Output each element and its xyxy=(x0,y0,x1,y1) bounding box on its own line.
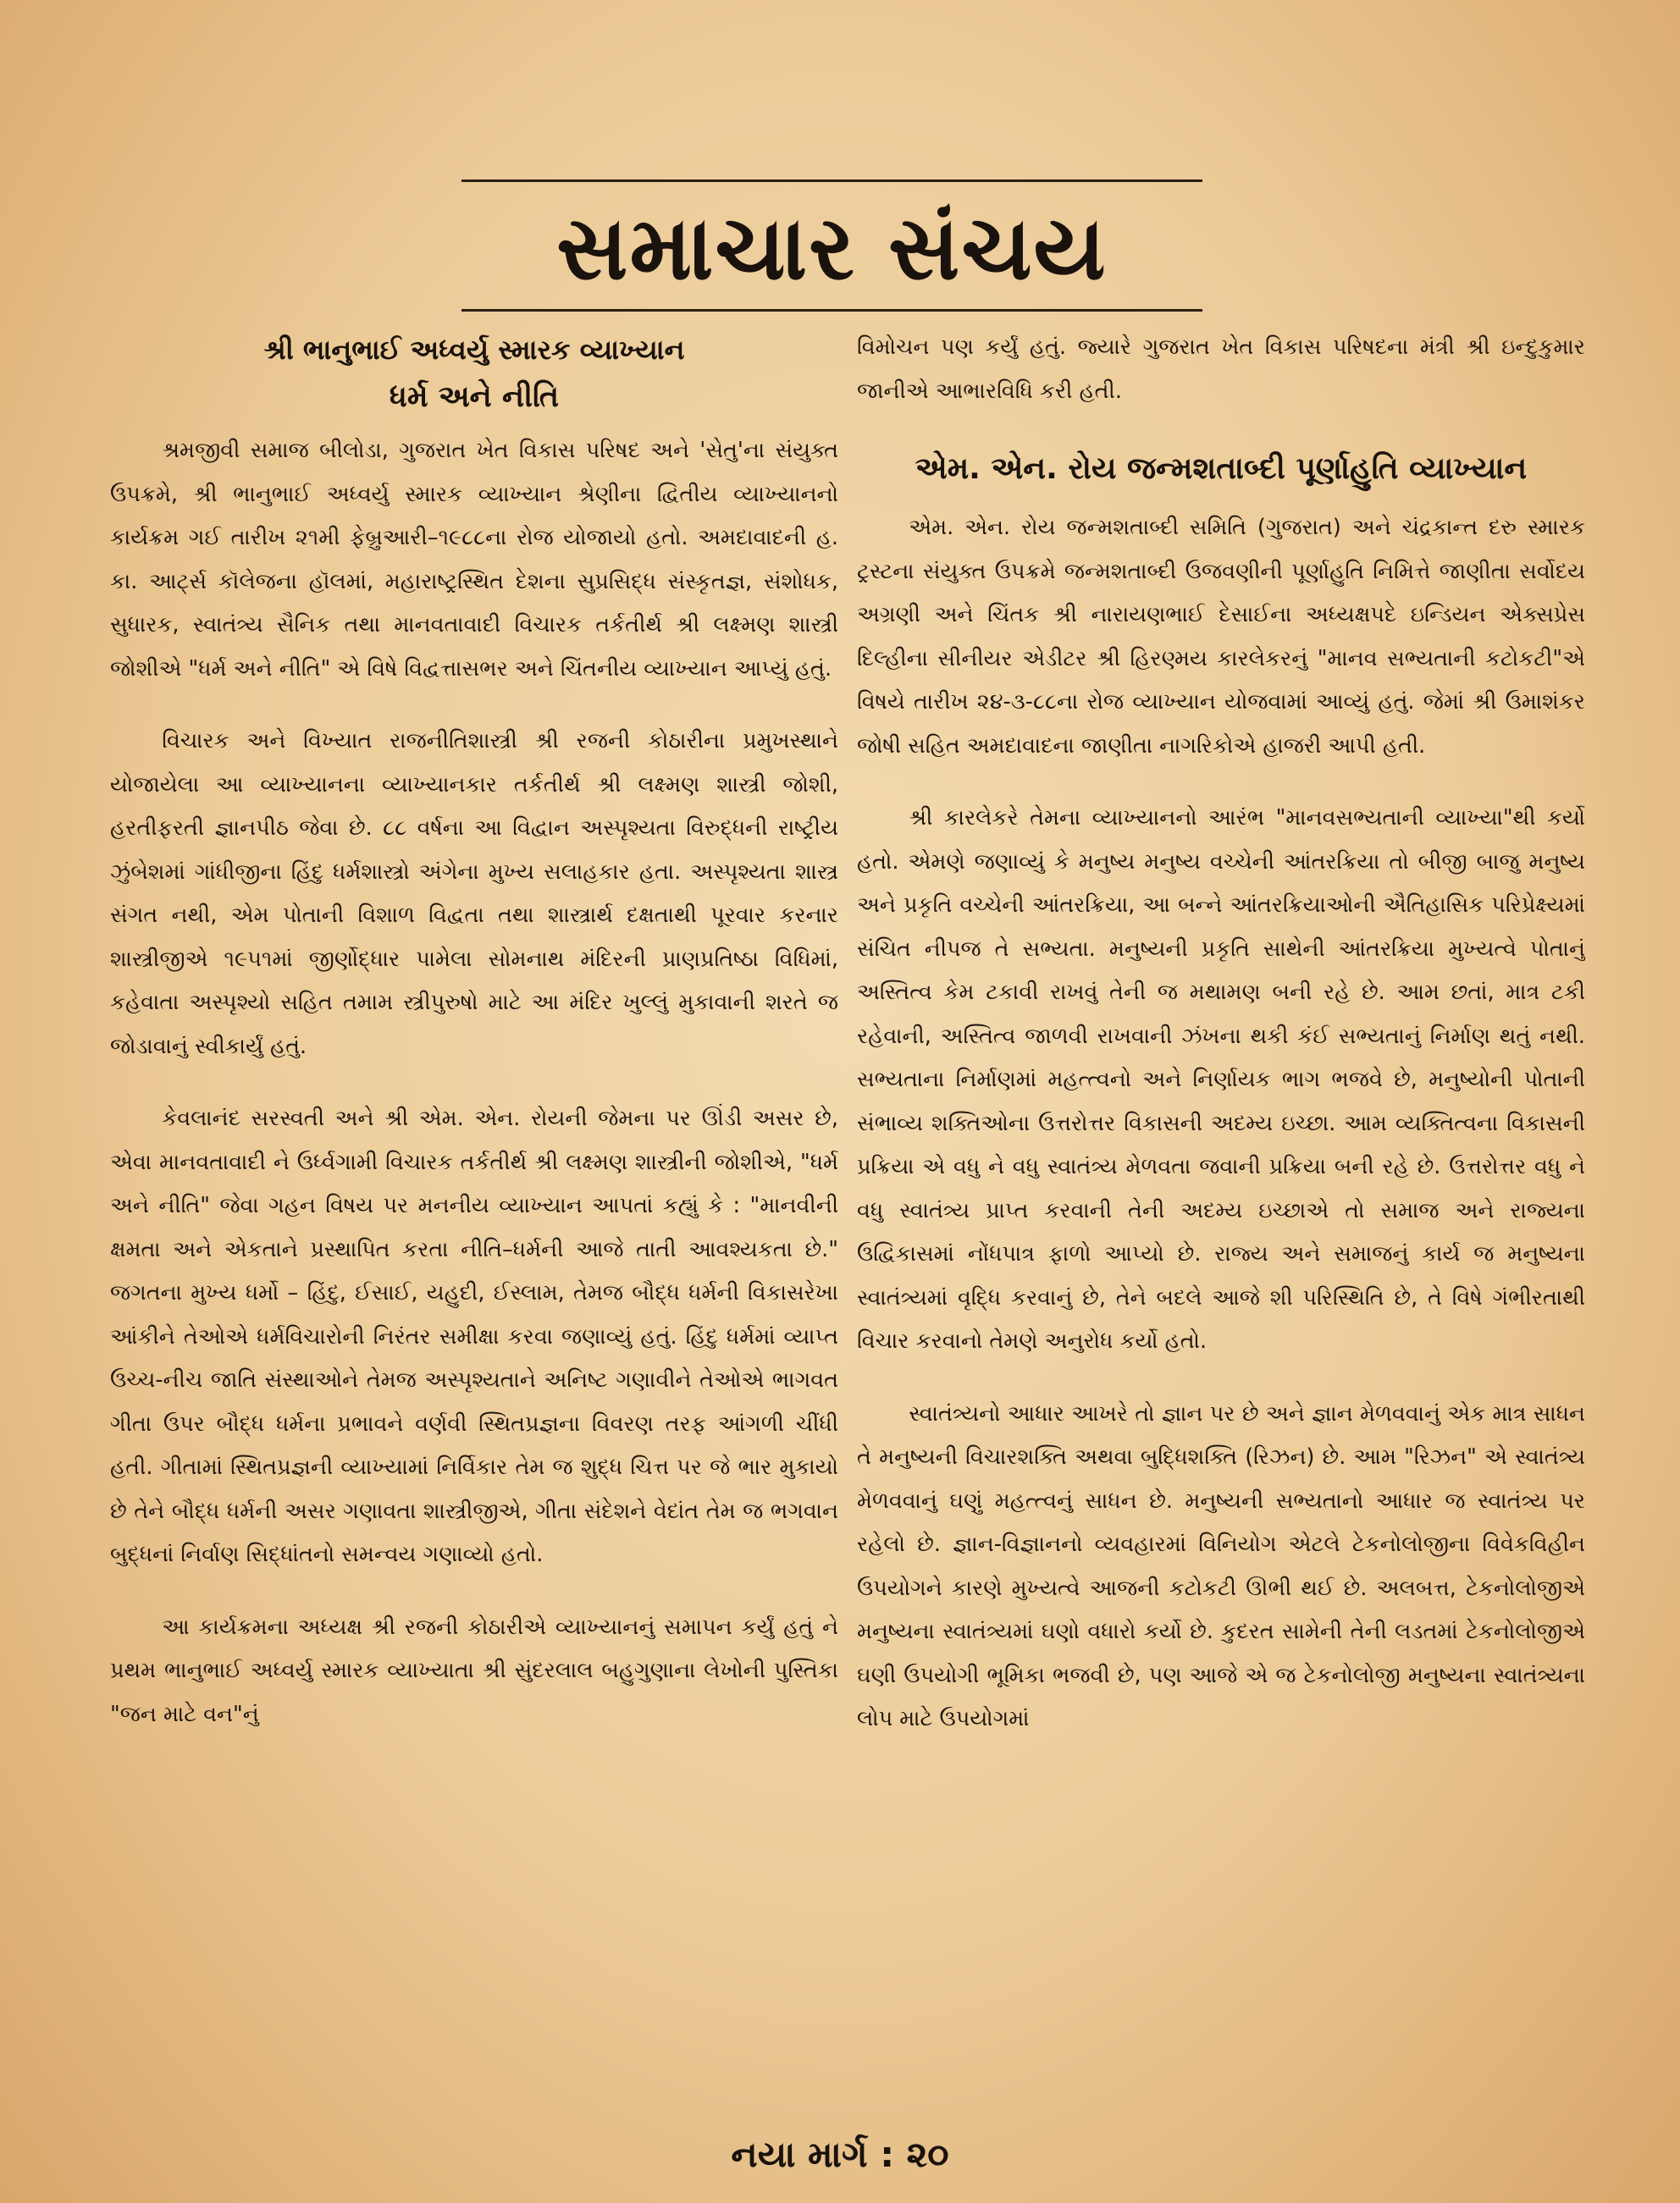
article-paragraph: શ્રમજીવી સમાજ બીલોડા, ગુજરાત ખેત વિકાસ પરિષદ અને 'સેતુ'ના સંયુક્ત ઉપક્રમે, શ્રી ભાનુભાઈ અધ્વર્યુ સ્મારક વ્યાખ્યાન શ્રેણીના દ્વિતીય વ્યાખ્યાનનો કાર્યક્રમ ગઈ તારીખ ૨૧મી ફેબ્રુઆરી–૧૯૮૮ના રોજ યોજાયો હતો. અમદાવાદની હ. કા. આર્ટ્સ કૉલેજના હૉલમાં, મહારાષ્ટ્રસ્થિત દેશના સુપ્રસિદ્ધ સંસ્કૃતજ્ઞ, સંશોધક, સુધારક, સ્વાતંત્ર્ય સૈનિક તથા માનવતાવાદી વિચારક તર્કતીર્થ શ્રી લક્ષ્મણ શાસ્ત્રી જોશીએ "ધર્મ અને નીતિ" એ વિષે વિદ્વત્તાસભર અને ચિંતનીય વ્યાખ્યાન આપ્યું હતું. xyxy=(110,438,838,682)
title-rule-bottom xyxy=(461,309,1202,312)
right-column xyxy=(857,326,1585,2121)
article-paragraph: શ્રી કારલેકરે તેમના વ્યાખ્યાનનો આરંભ "માનવસભ્યતાની વ્યાખ્યા"થી કર્યો હતો. એમણે જણાવ્યું કે મનુષ્ય મનુષ્ય વચ્ચેની આંતરક્રિયા તો બીજી બાજુ મનુષ્ય અને પ્રકૃતિ વચ્ચેની આંતરક્રિયા, આ બન્ને આંતરક્રિયાઓની ઐતિહાસિક પરિપ્રેક્ષ્યમાં સંચિત નીપજ તે સભ્યતા. મનુષ્યની પ્રકૃતિ સાથેની આંતરક્રિયા મુખ્યત્વે પોતાનું અસ્તિત્વ કેમ ટકાવી રાખવું તેની જ મથામણ બની રહે છે. આમ છતાં, માત્ર ટકી રહેવાની, અસ્તિત્વ જાળવી રાખવાની ઝંખના થકી કંઈ સભ્યતાનું નિર્માણ થતું નથી. સભ્યતાના નિર્માણમાં મહત્ત્વનો અને નિર્ણાયક ભાગ ભજવે છે, મનુષ્યોની પોતાની સંભાવ્ય શક્તિઓના ઉત્તરોત્તર વિકાસની અદમ્ય ઇચ્છા. આમ વ્યક્તિત્વના વિકાસની પ્રક્રિયા એ વધુ ને વધુ સ્વાતંત્ર્ય મેળવતા જવાની પ્રક્રિયા બની રહે છે. ઉત્તરોત્તર વધુ ને વધુ સ્વાતંત્ર્ય પ્રાપ્ત કરવાની તેની અદમ્ય ઇચ્છાએ તો સમાજ અને રાજ્યના ઉદ્વિકાસમાં નોંધપાત્ર ફાળો આપ્યો છે. રાજ્ય અને સમાજનું કાર્ય જ મનુષ્યના સ્વાતંત્ર્યમાં વૃદ્ધિ કરવાનું છે, તેને બદલે આજે શી પરિસ્થિતિ છે, તે વિષે ગંભીરતાથી વિચાર કરવાનો તેમણે અનુરોધ કર્યો હતો. xyxy=(857,805,1585,1354)
article-paragraph: વિચારક અને વિખ્યાત રાજનીતિશાસ્ત્રી શ્રી રજની કોઠારીના પ્રમુખસ્થાને યોજાયેલા આ વ્યાખ્યાનના વ્યાખ્યાનકાર તર્કતીર્થ શ્રી લક્ષ્મણ શાસ્ત્રી જોશી, હરતીફરતી જ્ઞાનપીઠ જેવા છે. ૮૮ વર્ષના આ વિદ્વાન અસ્પૃશ્યતા વિરુદ્ધની રાષ્ટ્રીય ઝુંબેશમાં ગાંધીજીના હિંદુ ધર્મશાસ્ત્રો અંગેના મુખ્ય સલાહકાર હતા. અસ્પૃશ્યતા શાસ્ત્ર સંગત નથી, એમ પોતાની વિશાળ વિદ્વતા તથા શાસ્ત્રાર્થ દક્ષતાથી પૂરવાર કરનાર શાસ્ત્રીજીએ ૧૯૫૧માં જીર્ણોદ્ધાર પામેલા સોમનાથ મંદિરની પ્રાણપ્રતિષ્ઠા વિધિમાં, કહેવાતા અસ્પૃશ્યો સહિત તમામ સ્ત્રીપુરુષો માટે આ મંદિર ખુલ્લું મુકાવાની શરતે જ જોડાવાનું સ્વીકાર્યું હતું. xyxy=(110,728,838,1059)
article-paragraph: આ કાર્યક્રમના અધ્યક્ષ શ્રી રજની કોઠારીએ વ્યાખ્યાનનું સમાપન કર્યું હતું ને પ્રથમ ભાનુભાઈ અધ્વર્યુ સ્મારક વ્યાખ્યાતા શ્રી સુંદરલાલ બહુગુણાના લેખોની પુસ્તિકા "જન માટે વન"નું xyxy=(110,1614,838,1727)
article-heading-mn-roy: એમ. એન. રોય જન્મશતાબ્દી પૂર્ણાહુતિ વ્યાખ્યાન xyxy=(915,451,1528,486)
article-heading-bhanubhai: શ્રી ભાનુભાઈ અધ્વર્યુ સ્મારક વ્યાખ્યાન xyxy=(263,334,685,366)
article-paragraph: સ્વાતંત્ર્યનો આધાર આખરે તો જ્ઞાન પર છે અને જ્ઞાન મેળવવાનું એક માત્ર સાધન તે મનુષ્યની વિચારશક્તિ અથવા બુદ્ધિશક્તિ (રિઝન) છે. આમ "રિઝન" એ સ્વાતંત્ર્ય મેળવવાનું ઘણું મહત્ત્વનું સાધન છે. મનુષ્યની સભ્યતાનો આધાર જ સ્વાતંત્ર્ય પર રહેલો છે. જ્ઞાન-વિજ્ઞાનનો વ્યવહારમાં વિનિયોગ એટલે ટેકનોલોજીના વિવેકવિહીન ઉપયોગને કારણે મુખ્યત્વે આજની કટોકટી ઊભી થઈ છે. અલબત્ત, ટેકનોલોજીએ મનુષ્યના સ્વાતંત્ર્યમાં ઘણો વધારો કર્યો છે. કુદરત સામેની તેની લડતમાં ટેકનોલોજીએ ઘણી ઉપયોગી ભૂમિકા ભજવી છે, પણ આજે એ જ ટેકનોલોજી મનુષ્યના સ્વાતંત્ર્યના લોપ માટે ઉપયોગમાં xyxy=(857,1400,1585,1731)
article-paragraph: કેવલાનંદ સરસ્વતી અને શ્રી એમ. એન. રોયની જેમના પર ઊંડી અસર છે, એવા માનવતાવાદી ને ઉર્ધ્વગામી વિચારક તર્કતીર્થ શ્રી લક્ષ્મણ શાસ્ત્રીની જોશીએ, "ધર્મ અને નીતિ" જેવા ગહન વિષય પર મનનીય વ્યાખ્યાન આપતાં કહ્યું કે : "માનવીની ક્ષમતા અને એકતાને પ્રસ્થાપિત કરતા નીતિ–ધર્મની આજે તાતી આવશ્યકતા છે." જગતના મુખ્ય ધર્મો – હિંદુ, ઈસાઈ, યહુદી, ઈસ્લામ, તેમજ બૌદ્ધ ધર્મની વિકાસરેખા આંકીને તેઓએ ધર્મવિચારોની નિરંતર સમીક્ષા કરવા જણાવ્યું હતું. હિંદુ ધર્મમાં વ્યાપ્ત ઉચ્ચ-નીચ જાતિ સંસ્થાઓને તેમજ અસ્પૃશ્યતાને અનિષ્ટ ગણાવીને તેઓએ ભાગવત ગીતા ઉપર બૌદ્ધ ધર્મના પ્રભાવને વર્ણવી સ્થિતપ્રજ્ઞના વિવરણ તરફ આંગળી ચીંધી હતી. ગીતામાં સ્થિતપ્રજ્ઞની વ્યાખ્યામાં નિર્વિકાર તેમ જ શુદ્ધ ચિત્ત પર જે ભાર મુકાયો છે તેને બૌદ્ધ ધર્મની અસર ગણાવતા શાસ્ત્રીજીએ, ગીતા સંદેશને વેદાંત તેમ જ ભગવાન બુદ્ધનાં નિર્વાણ સિદ્ધાંતનો સમન્વય ગણાવ્યો હતો. xyxy=(110,1106,838,1567)
article-subheading-dharma-niti: ધર્મ અને નીતિ xyxy=(389,380,560,414)
page-footer: નયા માર્ગ : ૨૦ xyxy=(731,2134,949,2175)
article-paragraph: એમ. એન. રોય જન્મશતાબ્દી સમિતિ (ગુજરાત) અને ચંદ્રકાન્ત દરુ સ્મારક ટ્રસ્ટના સંયુક્ત ઉપક્રમે જન્મશતાબ્દી ઉજવણીની પૂર્ણાહુતિ નિમિત્તે જાણીતા સર્વોદય અગ્રણી અને ચિંતક શ્રી નારાયણભાઈ દેસાઈના અધ્યક્ષપદે ઇન્ડિયન એક્સપ્રેસ દિલ્હીના સીનીયર એડીટર શ્રી હિરણ્મય કારલેકરનું "માનવ સભ્યતાની કટોકટી"એ વિષયે તારીખ ૨૪-૩-૮૮ના રોજ વ્યાખ્યાન યોજવામાં આવ્યું હતું. જેમાં શ્રી ઉમાશંકર જોષી સહિત અમદાવાદના જાણીતા નાગરિકોએ હાજરી આપી હતી. xyxy=(857,515,1585,759)
article-continuation: વિમોચન પણ કર્યું હતું. જ્યારે ગુજરાત ખેત વિકાસ પરિષદના મંત્રી શ્રી ઇન્દુકુમાર જાનીએ આભારવિધિ કરી હતી. xyxy=(857,334,1585,404)
left-column xyxy=(110,326,838,2121)
title-rule-top xyxy=(461,179,1202,182)
page-title: સમાચાર સંચય xyxy=(556,196,1108,300)
